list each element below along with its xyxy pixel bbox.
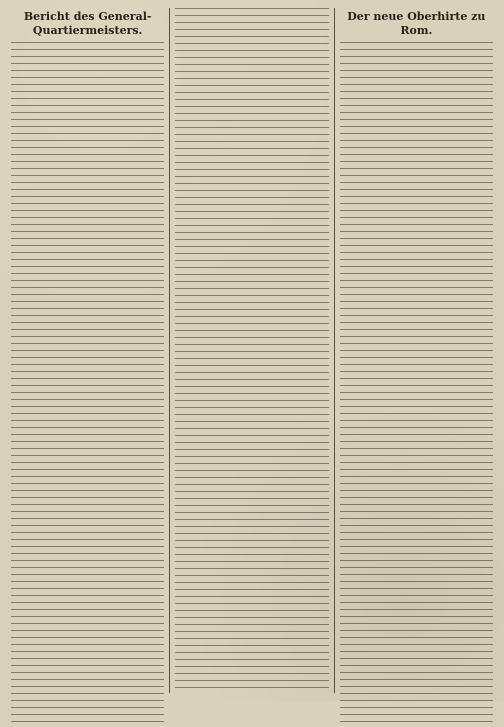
article-text [340,42,493,727]
section-title: Bericht des General-Quartiermeisters. [23,10,152,37]
column-3 [334,8,498,693]
section-title: Der neue Oberhirte zu Rom. [347,10,486,37]
article-text [11,42,164,727]
article-text [175,8,328,693]
columns [6,8,498,693]
column-2 [169,8,333,693]
column-1 [6,8,169,693]
